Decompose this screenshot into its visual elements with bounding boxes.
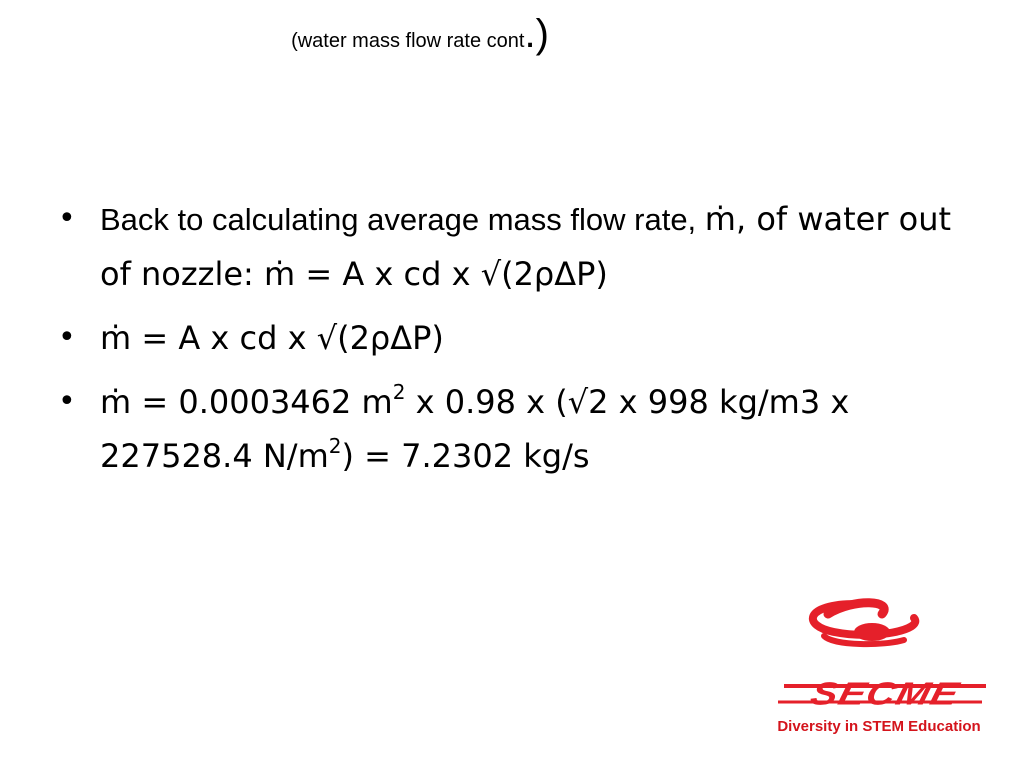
bullet-text-part: ) = 7.2302 kg/s [341,437,590,475]
bullet-text-part: ṁ = 0.0003462 m [100,383,393,421]
bullet-dot: • [58,384,76,419]
bullet-text: ṁ = A x cd x √(2ρΔP) [100,319,444,357]
bullet-item [54,311,974,365]
bullet-item [54,192,974,301]
bullet-text: ṁ, of water out of nozzle: ṁ = A x cd x √(2ρΔP) [100,200,952,293]
bullet-lead-text: Back to calculating average mass flow rate, [100,202,705,237]
bullet-dot: • [58,320,76,355]
brand-wordmark: SECME [806,676,964,712]
slide-title [0,14,840,54]
secme-logo [764,596,1004,742]
slide-title-text: (water mass flow rate cont [291,30,525,52]
slide-title-end: .) [524,12,549,56]
bullet-list [54,192,974,493]
superscript: 2 [328,434,342,458]
bullet-text-part: x 0.98 x (√2 x 998 kg/m3 x 227528.4 N/m [100,383,850,475]
superscript: 2 [392,380,406,404]
bullet-item [54,375,974,483]
bullet-dot: • [58,201,76,236]
logo-tagline: Diversity in STEM Education [777,718,981,735]
